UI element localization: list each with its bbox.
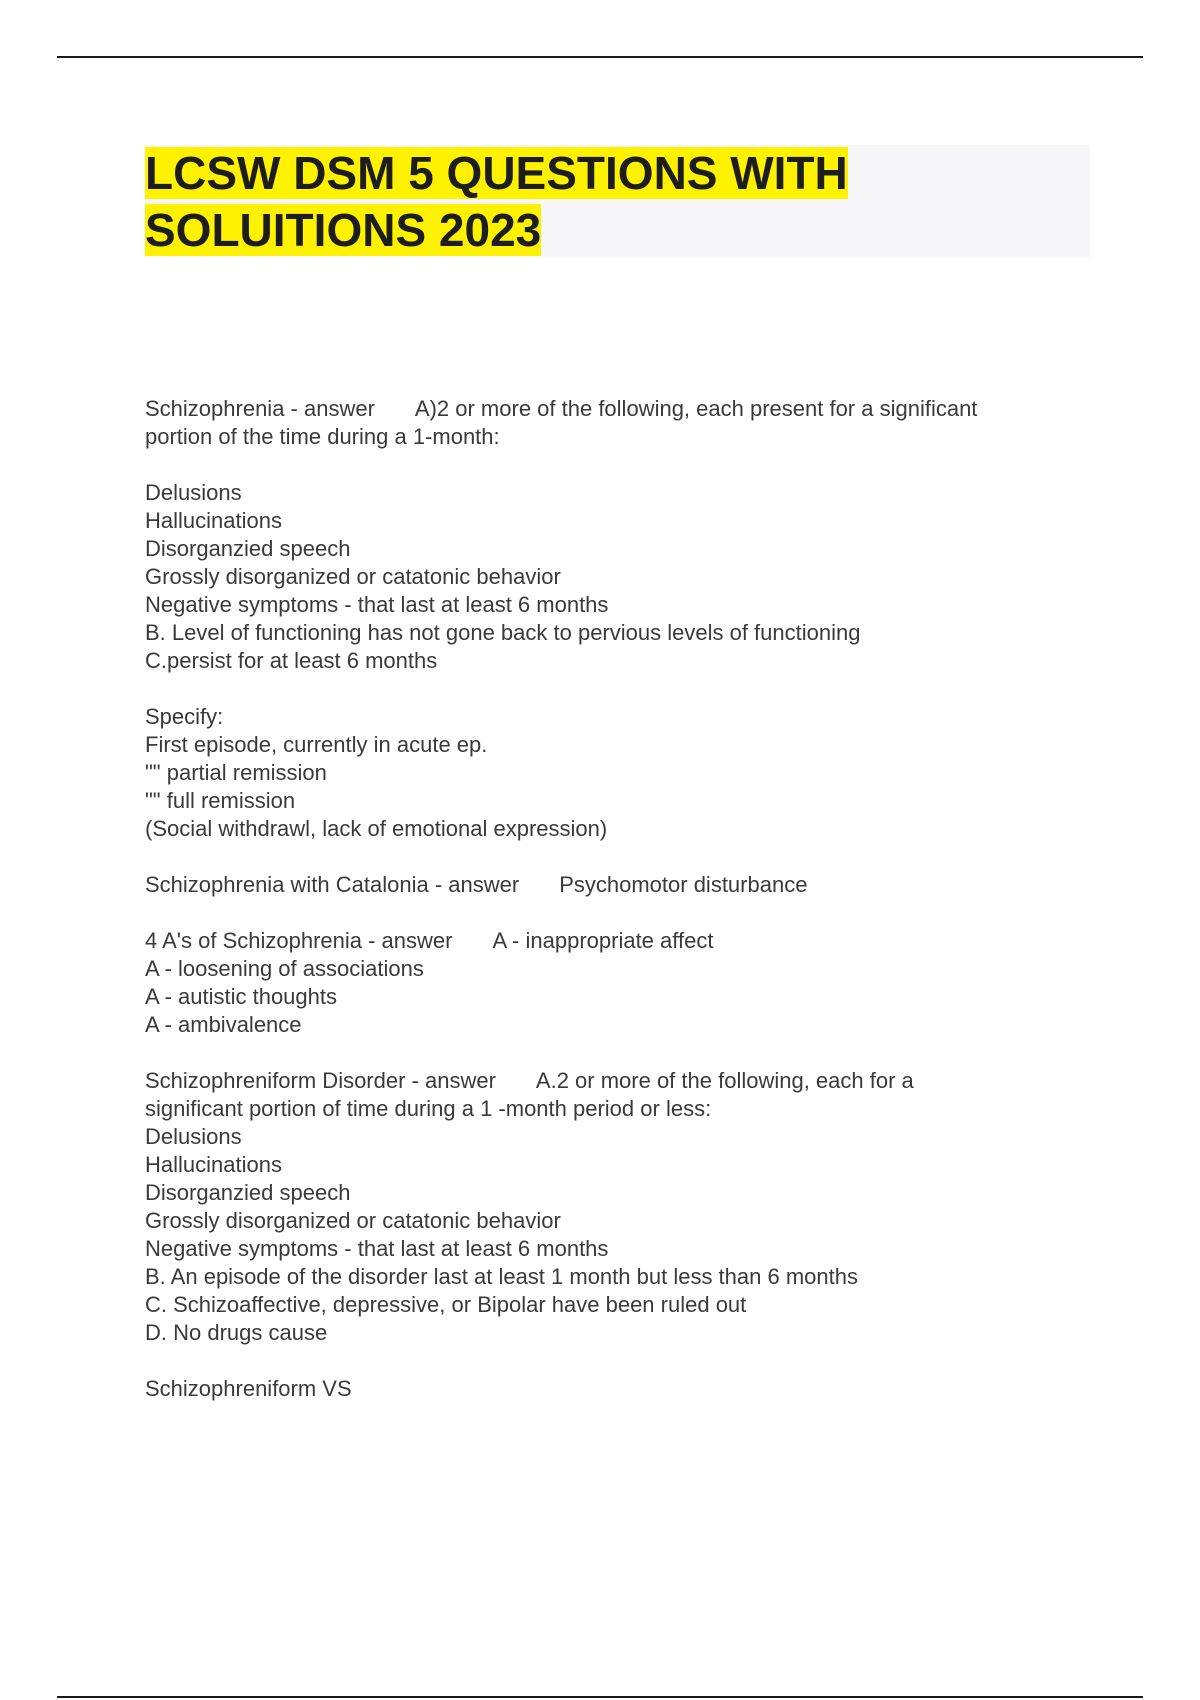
specifier-list [145,703,1085,843]
card-first-line [145,871,1085,899]
card-answer: A)2 or more of the following, each present for a significant [414,396,978,421]
card-line: B. Level of functioning has not gone back to pervious levels of functioning [145,620,861,645]
card-term: Schizophreniform VS [145,1376,352,1401]
card-line: "" partial remission [145,760,327,785]
card-line: C.persist for at least 6 months [145,648,438,673]
title-line-1: LCSW DSM 5 QUESTIONS WITH [145,147,848,199]
card-answer: Psychomotor disturbance [559,872,808,897]
card-line: Delusions [145,1124,242,1149]
card-line: Disorganzied speech [145,1180,351,1205]
card-line: Grossly disorganized or catatonic behavior [145,564,561,589]
card-line: Negative symptoms - that last at least 6 months [145,1236,609,1261]
card-first-line [145,927,1085,955]
card-line: Grossly disorganized or catatonic behavior [145,1208,561,1233]
card-line: A - ambivalence [145,1012,302,1037]
document-title [145,145,1090,259]
criteria-list [145,479,1085,675]
flashcard-schizophrenia [145,395,1085,451]
card-first-line [145,395,1085,423]
card-line: D. No drugs cause [145,1320,328,1345]
flashcard-list [145,395,1085,1431]
card-line: Delusions [145,480,242,505]
card-line: Specify: [145,704,224,729]
card-line: A - loosening of associations [145,956,424,981]
card-term: 4 A's of Schizophrenia - answer [145,928,453,953]
card-line: Negative symptoms - that last at least 6 months [145,592,609,617]
flashcard-schizophreniform [145,1067,1085,1347]
flashcard-four-as [145,927,1085,1039]
card-answer: A - inappropriate affect [492,928,714,953]
title-box [145,145,1090,257]
card-line: C. Schizoaffective, depressive, or Bipolar have been ruled out [145,1292,747,1317]
card-term: Schizophrenia with Catalonia - answer [145,872,520,897]
card-line: significant portion of time during a 1 -month period or less: [145,1096,712,1121]
flashcard-catalonia [145,871,1085,899]
header-rule [57,56,1143,58]
flashcard-schizophreniform-vs [145,1375,1085,1403]
card-line: Hallucinations [145,1152,282,1177]
card-line: A - autistic thoughts [145,984,337,1009]
card-line: (Social withdrawl, lack of emotional expression) [145,816,608,841]
title-line-2: SOLUITIONS 2023 [145,204,542,256]
card-term: Schizophrenia - answer [145,396,375,421]
card-line: Hallucinations [145,508,282,533]
card-line: "" full remission [145,788,296,813]
card-term: Schizophreniform Disorder - answer [145,1068,496,1093]
card-answer: A.2 or more of the following, each for a [535,1068,914,1093]
card-line: portion of the time during a 1-month: [145,424,500,449]
card-line: Disorganzied speech [145,536,351,561]
card-line: B. An episode of the disorder last at least 1 month but less than 6 months [145,1264,858,1289]
card-line: First episode, currently in acute ep. [145,732,488,757]
footer-rule [57,1696,1143,1698]
card-first-line [145,1067,1085,1095]
